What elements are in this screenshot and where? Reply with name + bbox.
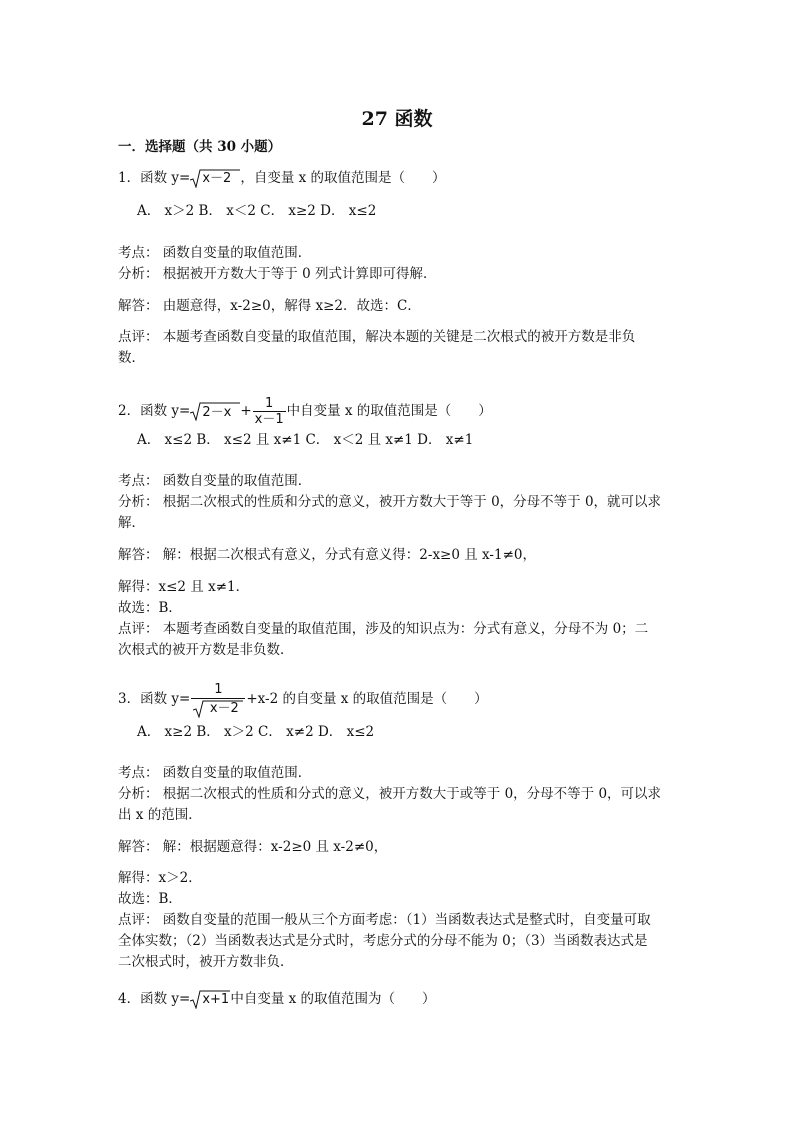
q2-radical: 2－x [190, 402, 240, 421]
q2-fenxi-line-2: 解． [118, 515, 145, 531]
q1-prefix: 1．函数 y= [118, 170, 191, 186]
q3-dianping-line-3: 二次根式时，被开方数非负． [118, 954, 294, 970]
question-1-options: A． x＞2 B． x＜2 C． x≥2 D． x≤2 [137, 203, 377, 219]
q3-dianping-line-2: 全体实数；（2）当函数表达式是分式时，考虑分式的分母不能为 0；（3）当函数表达式是 [118, 933, 648, 949]
q3-jiede: 解得：x＞2． [118, 870, 202, 886]
section-heading: 一．选择题（共 30 小题） [118, 139, 282, 155]
q3-fenxi-line-2: 出 x 的范围． [118, 807, 202, 823]
q1-suffix: ，自变量 x 的取值范围是（ ） [240, 170, 446, 186]
q1-dianping-line-2: 数． [118, 350, 145, 366]
q2-dianping-line-1: 点评： 本题考查函数自变量的取值范围，涉及的知识点为：分式有意义，分母不为 0；二 [118, 621, 649, 637]
question-4-stem [118, 989, 436, 1009]
q2-fraction-denominator: x－1 [254, 412, 284, 427]
q2-kaodian: 考点： 函数自变量的取值范围． [118, 473, 312, 489]
q2-dianping-line-2: 次根式的被开方数是非负数． [118, 642, 294, 658]
q3-kaodian: 考点： 函数自变量的取值范围． [118, 765, 312, 781]
q3-fenxi-line-1: 分析： 根据二次根式的性质和分式的意义，被开方数大于或等于 0，分母不等于 0，可以求 [118, 786, 662, 802]
question-1-stem [118, 168, 446, 188]
q2-jiede: 解得：x≤2 且 x≠1． [118, 579, 250, 595]
q3-fraction-numerator: 1 [214, 682, 223, 697]
q2-suffix: 中自变量 x 的取值范围是（ ） [286, 403, 492, 419]
q2-jieda: 解答： 解：根据二次根式有意义，分式有意义得：2-x≥0 且 x-1≠0， [118, 547, 536, 563]
question-3-options: A． x≥2 B． x＞2 C． x≠2 D． x≤2 [137, 724, 375, 740]
page-title: 27 函数 [361, 108, 433, 130]
question-3-stem [118, 680, 488, 718]
question-2-stem [118, 396, 492, 427]
q1-jieda: 解答： 由题意得，x-2≥0，解得 x≥2．故选：C． [118, 298, 421, 314]
q1-fenxi: 分析： 根据被开方数大于等于 0 列式计算即可得解． [118, 266, 437, 282]
q2-fraction-numerator: 1 [264, 396, 274, 411]
q3-guxuan: 故选：B． [118, 891, 182, 907]
q3-fraction [191, 681, 245, 718]
q4-radical: x+1 [190, 990, 230, 1009]
q3-suffix: +x-2 的自变量 x 的取值范围是（ ） [246, 691, 488, 707]
q2-fraction [253, 396, 286, 427]
q3-prefix: 3．函数 y= [118, 691, 191, 707]
q1-radical: x－2 [190, 169, 240, 188]
q3-fraction-denominator [191, 698, 245, 718]
q3-dianping-line-1: 点评： 函数自变量的范围一般从三个方面考虑：（1）当函数表达式是整式时，自变量可取 [118, 912, 651, 928]
question-2-options: A． x≤2 B． x≤2 且 x≠1 C． x＜2 且 x≠1 D． x≠1 [137, 432, 474, 448]
q2-plus: + [240, 403, 252, 419]
q2-prefix: 2．函数 y= [118, 403, 191, 419]
q2-fenxi-line-1: 分析： 根据二次根式的性质和分式的意义，被开方数大于等于 0，分母不等于 0，就可以求 [118, 494, 662, 510]
q4-prefix: 4．函数 y= [118, 991, 191, 1007]
q1-kaodian: 考点： 函数自变量的取值范围． [118, 245, 312, 261]
q2-guxuan: 故选：B． [118, 600, 182, 616]
q3-jieda: 解答： 解：根据题意得：x-2≥0 且 x-2≠0， [118, 839, 388, 855]
q4-suffix: 中自变量 x 的取值范围为（ ） [230, 991, 436, 1007]
q1-dianping-line-1: 点评： 本题考查函数自变量的取值范围，解决本题的关键是二次根式的被开方数是非负 [118, 329, 636, 345]
q3-radical: x－2 [193, 700, 243, 718]
